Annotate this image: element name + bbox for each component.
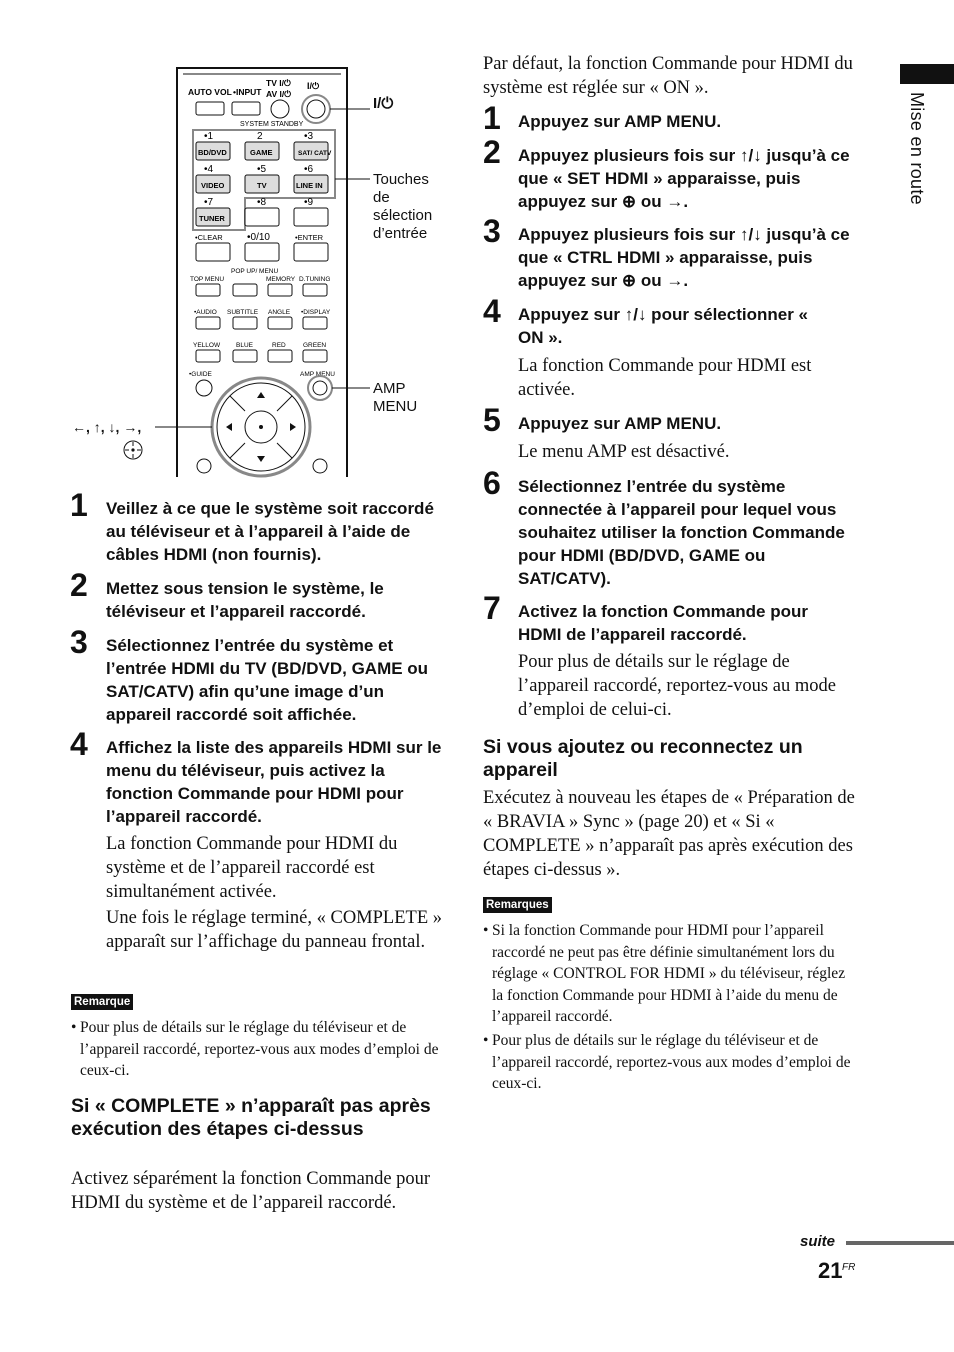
svg-text:•CLEAR: •CLEAR	[195, 233, 223, 242]
svg-text:TV: TV	[257, 181, 267, 190]
key-input-label: •INPUT	[233, 87, 262, 97]
svg-text:TUNER: TUNER	[199, 214, 225, 223]
label-power: I/⏻	[373, 95, 394, 112]
left-section-heading: Si « COMPLETE » n’apparaît pas après exécution des étapes ci-dessus	[71, 1095, 431, 1140]
svg-text:•ENTER: •ENTER	[295, 233, 324, 242]
footer-suite: suite	[800, 1233, 836, 1250]
right-section-heading: Si vous ajoutez ou reconnectez un appareil	[483, 736, 803, 781]
svg-text:RED: RED	[272, 342, 286, 349]
right-intro: Par défaut, la fonction Commande pour HDMI du système est réglée sur « ON ».	[483, 54, 853, 98]
key-auto-vol	[196, 102, 224, 115]
svg-text:•3: •3	[304, 131, 314, 142]
key-system-power	[307, 100, 325, 118]
right-note-item-1: • Si la fonction Commande pour HDMI pour l’appareil raccordé ne peut pas être définie simultanément lors du réglage « CONTROL FOR HDMI » du téléviseur, réglez la fonction Commande pour HDMI à l’aide du menu de l’appareil raccordé.	[483, 922, 846, 1025]
page-number: 21	[818, 1258, 843, 1283]
left-section-body: Activez séparément la fonction Commande pour HDMI du système et de l’appareil raccordé.	[71, 1169, 431, 1213]
key-8	[245, 208, 279, 226]
key-tv-power-label: TV I/⏻	[266, 78, 291, 88]
svg-text:POP UP/ MENU: POP UP/ MENU	[231, 268, 279, 275]
key-amp-menu	[313, 381, 327, 395]
key-9	[294, 208, 328, 226]
page-number-suffix: FR	[842, 1262, 856, 1273]
left-step-4-body-2: Une fois le réglage terminé, « COMPLETE » apparaît sur l’affichage du panneau frontal.	[106, 908, 442, 952]
chapter-tab-marker	[900, 64, 954, 84]
svg-text:MEMORY: MEMORY	[266, 276, 296, 283]
svg-text:TOP MENU: TOP MENU	[190, 276, 225, 283]
svg-text:BLUE: BLUE	[236, 342, 253, 349]
svg-text:SAT/ CATV: SAT/ CATV	[298, 150, 332, 157]
label-input-keys: Touches de sélection d’entrée	[373, 171, 433, 242]
svg-text:•6: •6	[304, 164, 314, 175]
right-step-7-body: Pour plus de détails sur le réglage de l’appareil raccordé, reportez-vous au mode d’emploi de celui-ci.	[518, 652, 836, 720]
svg-text:BD/DVD: BD/DVD	[198, 148, 227, 157]
svg-text:•AUDIO: •AUDIO	[194, 309, 217, 316]
svg-text:•1: •1	[204, 131, 214, 142]
key-guide	[196, 380, 212, 396]
key-input	[232, 102, 260, 115]
svg-text:2: 2	[257, 131, 263, 142]
svg-text:GAME: GAME	[250, 148, 273, 157]
svg-text:VIDEO: VIDEO	[201, 181, 225, 190]
label-arrow-keys: ←, ↑, ↓, →,	[72, 419, 142, 435]
right-note-item-2: • Pour plus de détails sur le réglage du téléviseur et de l’appareil raccordé, reportez-vous aux modes d’emploi de ceux-ci.	[483, 1032, 851, 1092]
svg-text:SUBTITLE: SUBTITLE	[227, 309, 259, 316]
chapter-tab-label: Mise en route	[907, 92, 927, 205]
svg-text:•5: •5	[257, 164, 267, 175]
svg-text:•7: •7	[204, 197, 214, 208]
key-av-power-label: AV I/⏻	[266, 89, 291, 99]
key-clear	[196, 243, 230, 261]
system-standby-label: SYSTEM STANDBY	[240, 121, 304, 128]
svg-text:•9: •9	[304, 197, 314, 208]
svg-text:AMP MENU: AMP MENU	[300, 371, 335, 378]
svg-text:•4: •4	[204, 164, 214, 175]
right-step-5-body: Le menu AMP est désactivé.	[518, 442, 730, 462]
svg-text:•0/10: •0/10	[247, 232, 270, 243]
right-notes-tag: Remarques	[483, 897, 552, 913]
right-step-4-body: La fonction Commande pour HDMI est activée.	[518, 356, 812, 400]
svg-text:YELLOW: YELLOW	[193, 342, 221, 349]
svg-text:•DISPLAY: •DISPLAY	[301, 309, 331, 316]
svg-text:•GUIDE: •GUIDE	[189, 371, 212, 378]
left-note-tag: Remarque	[71, 994, 133, 1010]
label-amp-menu: AMP MENU	[373, 380, 418, 415]
svg-text:GREEN: GREEN	[303, 342, 327, 349]
left-note-item: • Pour plus de détails sur le réglage du téléviseur et de l’appareil raccordé, reportez-vous aux modes d’emploi de ceux-ci.	[71, 1019, 439, 1079]
svg-text:LINE IN: LINE IN	[296, 181, 323, 190]
key-enter	[294, 243, 328, 261]
svg-text:D.TUNING: D.TUNING	[299, 276, 331, 283]
key-0-10	[245, 243, 279, 261]
key-tv-power	[271, 100, 289, 118]
key-auto-vol-label: AUTO VOL	[188, 87, 232, 97]
key-system-power-label: I/⏻	[307, 81, 320, 91]
svg-text:ANGLE: ANGLE	[268, 309, 291, 316]
left-step-4-body-1: La fonction Commande pour HDMI du système et de l’appareil raccordé est simultanément activée.	[106, 834, 398, 902]
footer-suite-bar	[846, 1241, 954, 1245]
svg-text:•8: •8	[257, 197, 267, 208]
right-section-body: Exécutez à nouveau les étapes de « Préparation de « BRAVIA » Sync » (page 20) et « Si « COMPLETE » n’apparaît pas après exécution des étapes ci-dessus ».	[483, 788, 855, 880]
